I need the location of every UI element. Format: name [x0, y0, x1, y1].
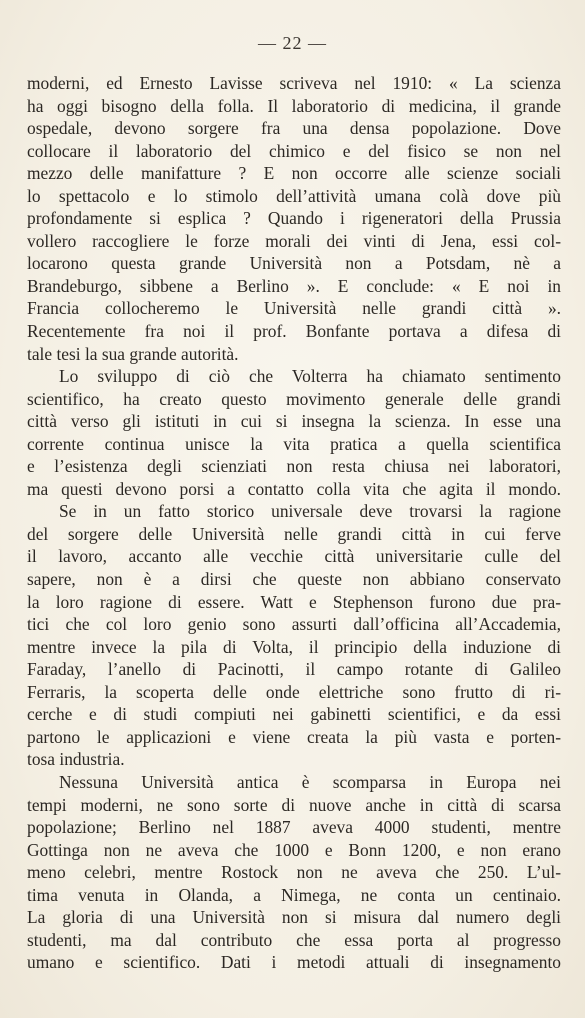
body-text — [27, 72, 561, 974]
text-line: Faraday, l’anello di Pacinotti, il campo rotante di Galileo — [27, 659, 561, 680]
text-line: tale tesi la sua grande autorità. — [27, 343, 239, 364]
text-line: ha oggi bisogno della folla. Il laboratorio di medicina, il grande — [27, 95, 561, 116]
text-line: città verso gli istituti in cui si insegna la scienza. In esse una — [27, 411, 561, 432]
text-line: sapere, non è a dirsi che queste non abbiano conservato — [27, 569, 561, 590]
text-line: tempi moderni, ne sono sorte di nuove anche in città di scarsa — [27, 794, 561, 815]
text-line: ma questi devono porsi a contatto colla vita che agita il mondo. — [27, 478, 561, 499]
text-line: Gottinga non ne aveva che 1000 e Bonn 1200, e non erano — [27, 839, 561, 860]
text-line: corrente continua unisce la vita pratica a quella scientifica — [27, 433, 561, 454]
text-line: profondamente si esplica ? Quando i rigeneratori della Prussia — [27, 208, 561, 229]
text-line: Lo sviluppo di ciò che Volterra ha chiamato sentimento — [59, 366, 561, 387]
text-line: vollero raccogliere le forze morali dei vinti di Jena, essi col- — [27, 230, 561, 251]
text-line: la loro ragione di essere. Watt e Stephenson furono due pra- — [27, 591, 561, 612]
text-line: Brandeburgo, sibbene a Berlino ». E conclude: « E noi in — [27, 275, 561, 296]
text-line: mentre invece la pila di Volta, il principio della induzione di — [27, 636, 561, 657]
text-line: lo spettacolo e lo stimolo dell’attività umana colà dove più — [27, 185, 561, 206]
text-line: popolazione; Berlino nel 1887 aveva 4000 studenti, mentre — [27, 817, 561, 838]
text-line: tosa industria. — [27, 749, 125, 770]
text-line: tici che col loro genio sono assurti dall’officina all’Accademia, — [27, 614, 561, 635]
text-line: La gloria di una Università non si misura dal numero degli — [27, 907, 561, 928]
text-line: Se in un fatto storico universale deve trovarsi la ragione — [59, 501, 561, 522]
text-line: e l’esistenza degli scienziati non resta chiusa nei laboratori, — [27, 456, 561, 477]
text-line: meno celebri, mentre Rostock non ne aveva che 250. L’ul- — [27, 862, 561, 883]
text-line: Ferraris, la scoperta delle onde elettriche sono frutto di ri- — [27, 681, 561, 702]
text-line: del sorgere delle Università nelle grandi città in cui ferve — [27, 523, 561, 544]
text-line: collocare il laboratorio del chimico e del fisico se non nel — [27, 140, 561, 161]
page-number: — 22 — — [258, 33, 327, 53]
text-line: mezzo delle manifatture ? E non occorre alle scienze sociali — [27, 163, 561, 184]
text-line: il lavoro, accanto alle vecchie città universitarie culle del — [27, 546, 561, 567]
text-line: Nessuna Università antica è scomparsa in Europa nei — [59, 771, 561, 792]
text-line: ospedale, devono sorgere fra una densa popolazione. Dove — [27, 118, 561, 139]
text-line: umano e scientifico. Dati i metodi attuali di insegnamento — [27, 952, 561, 973]
text-line: locarono questa grande Università non a Potsdam, nè a — [27, 253, 561, 274]
text-line: tima venuta in Olanda, a Nimega, ne conta un centinaio. — [27, 884, 561, 905]
text-line: moderni, ed Ernesto Lavisse scriveva nel 1910: « La scienza — [27, 73, 561, 93]
text-line: Recentemente fra noi il prof. Bonfante portava a difesa di — [27, 321, 561, 342]
text-line: scientifico, ha creato questo movimento generale delle grandi — [27, 388, 561, 409]
text-line: Francia collocheremo le Università nelle grandi città ». — [27, 298, 561, 319]
text-line: cerche e di studi compiuti nei gabinetti scientifici, e da essi — [27, 704, 561, 725]
text-line: studenti, ma dal contributo che essa porta al progresso — [27, 929, 561, 950]
text-line: partono le applicazioni e viene creata la più vasta e porten- — [27, 726, 561, 747]
